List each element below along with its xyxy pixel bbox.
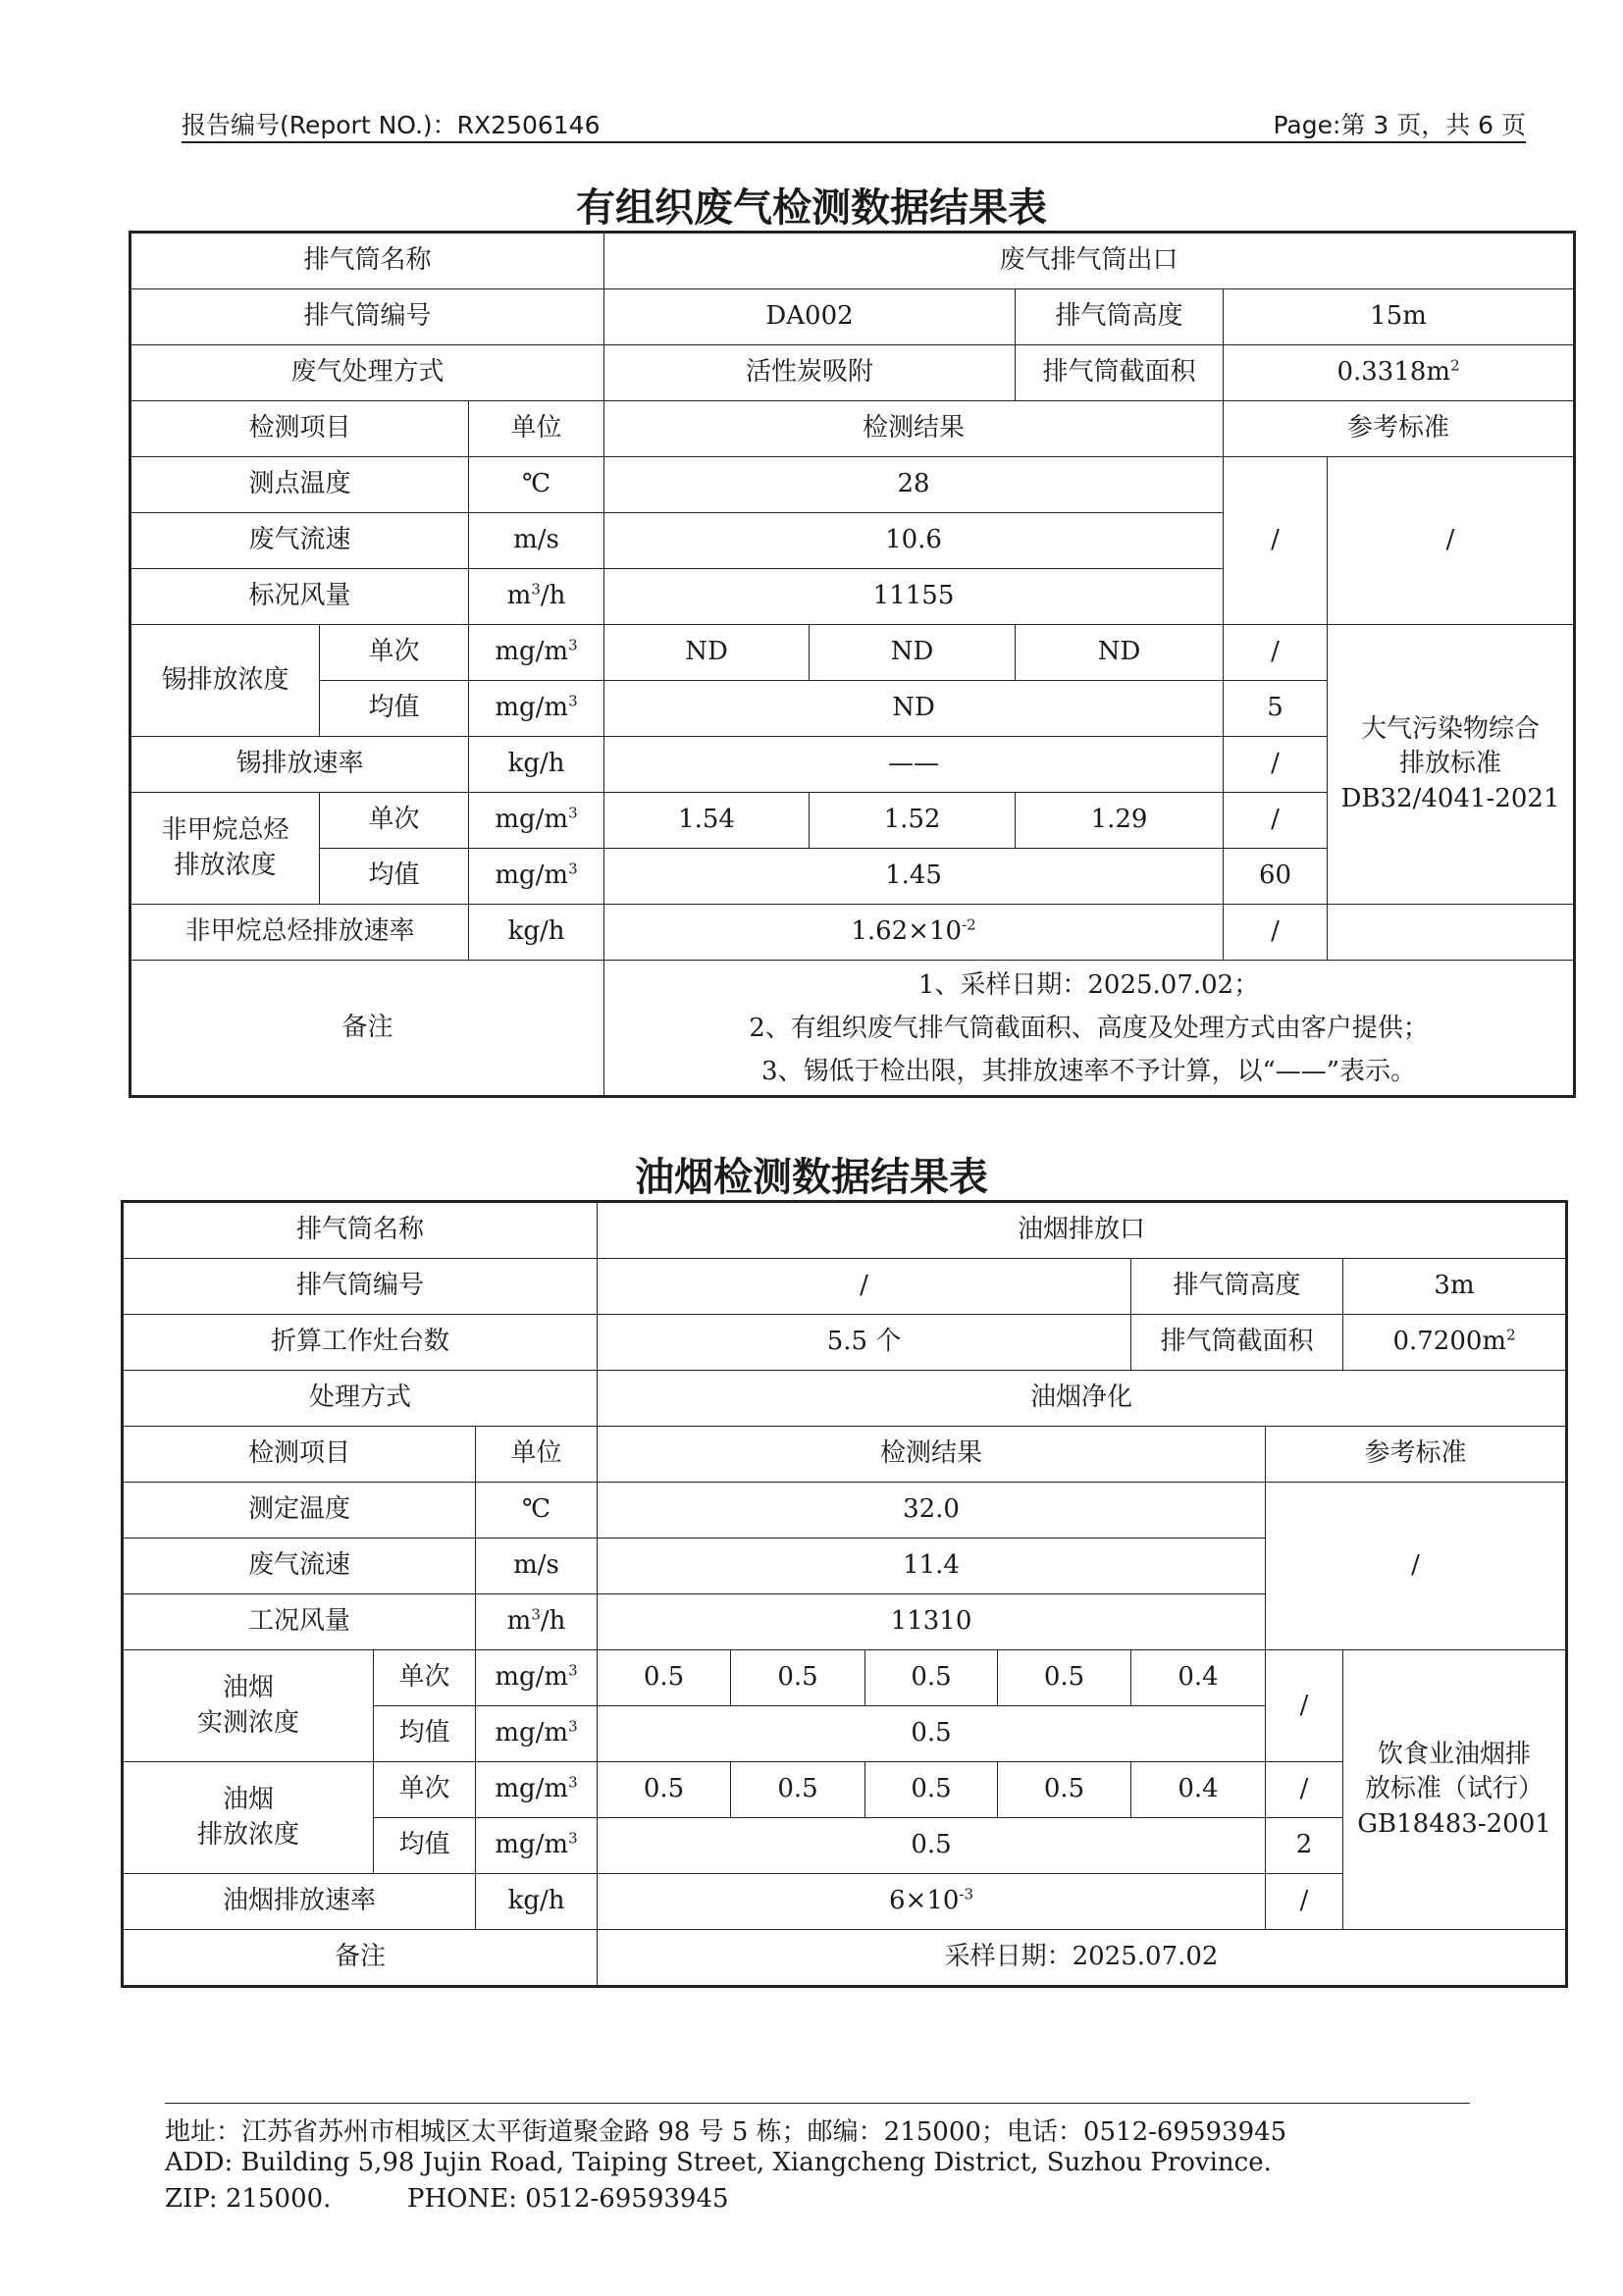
column-header: 单位 (476, 1427, 598, 1483)
subitem-cell: 单次 (320, 625, 469, 681)
limit-cell: 2 (1266, 1818, 1343, 1874)
column-header: 参考标准 (1224, 401, 1574, 457)
item-line: 非甲烷总烃 (161, 815, 289, 846)
limit-cell: / (1224, 737, 1328, 793)
limit-cell: / (1266, 1762, 1343, 1818)
superscript: 3 (568, 1661, 578, 1680)
unit-cell: ℃ (476, 1483, 598, 1539)
unit-cell: kg/h (476, 1874, 598, 1930)
standard-line: 饮食业油烟排 (1378, 1740, 1532, 1770)
result-cell: 0.5 (865, 1762, 998, 1818)
unit-cell (469, 569, 604, 625)
notes-row (131, 961, 1574, 1096)
footer-phone: PHONE: 0512-69593945 (407, 2184, 729, 2214)
superscript: -3 (959, 1885, 974, 1904)
unit-cell: kg/h (469, 737, 604, 793)
item-cell: 非甲烷总烃排放速率 (131, 905, 469, 961)
standard-line: 放标准（试行） (1365, 1774, 1544, 1804)
item-cell (124, 1762, 374, 1874)
header-rule (182, 141, 1526, 143)
result-cell: 1.52 (810, 793, 1016, 849)
result-cell (598, 1874, 1266, 1930)
result-cell: 28 (604, 457, 1224, 513)
value-cell (1224, 345, 1574, 401)
column-header: 检测项目 (131, 401, 469, 457)
result-cell: 32.0 (598, 1483, 1266, 1539)
item-cell: 废气流速 (124, 1539, 476, 1594)
unit-text: m (506, 1606, 532, 1637)
result-cell: 11.4 (598, 1539, 1266, 1594)
unit-cell: m/s (476, 1539, 598, 1594)
unit-text: mg/m (495, 1774, 569, 1804)
label-cell: 排气筒名称 (131, 234, 604, 289)
limit-cell: / (1266, 1874, 1343, 1930)
unit-cell: m/s (469, 513, 604, 569)
value-cell: 3m (1343, 1259, 1566, 1315)
oil-fume-table (123, 1202, 1566, 1986)
limit-cell: 60 (1224, 849, 1328, 905)
standard-line: DB32/4041-2021 (1340, 783, 1560, 813)
subitem-cell: 单次 (374, 1762, 476, 1818)
table-row (124, 1259, 1566, 1315)
notes-cell (604, 961, 1574, 1096)
value-cell: 油烟净化 (598, 1371, 1566, 1427)
column-header: 参考标准 (1266, 1427, 1566, 1483)
footer-address-cn: 地址：江苏省苏州市相城区太平街道聚金路 98 号 5 栋；邮编：215000；电话：0512-69593945 (165, 2117, 1287, 2147)
footer-rule (165, 2103, 1470, 2104)
subitem-cell: 均值 (320, 849, 469, 905)
label-cell: 排气筒截面积 (1016, 345, 1224, 401)
item-cell: 油烟排放速率 (124, 1874, 476, 1930)
note-line: 2、有组织废气排气筒截面积、高度及处理方式由客户提供； (749, 1013, 1429, 1043)
standard-cell (1328, 625, 1574, 905)
value-cell: / (598, 1259, 1131, 1315)
result-cell: ND (604, 681, 1224, 737)
result-cell: 11310 (598, 1594, 1266, 1650)
note-line: 3、锡低于检出限，其排放速率不予计算，以“——”表示。 (760, 1056, 1417, 1086)
subitem-cell: 均值 (374, 1818, 476, 1874)
label-cell: 废气处理方式 (131, 345, 604, 401)
item-cell: 测点温度 (131, 457, 469, 513)
label-cell: 排气筒高度 (1016, 289, 1224, 345)
label-cell: 排气筒编号 (131, 289, 604, 345)
item-cell: 废气流速 (131, 513, 469, 569)
footer-zip: ZIP: 215000. (165, 2184, 332, 2214)
table-row (124, 1483, 1566, 1539)
result-cell: 0.5 (598, 1762, 731, 1818)
result-cell: 0.4 (1131, 1650, 1266, 1706)
result-cell: 0.5 (865, 1650, 998, 1706)
unit-cell: kg/h (469, 905, 604, 961)
result-cell: ND (604, 625, 810, 681)
value-cell: 油烟排放口 (598, 1203, 1566, 1259)
limit-cell: / (1224, 625, 1328, 681)
limit-cell: / (1224, 793, 1328, 849)
result-cell: 0.4 (1131, 1762, 1266, 1818)
result-cell: 0.5 (998, 1762, 1131, 1818)
table-row (124, 1203, 1566, 1259)
result-cell: 1.54 (604, 793, 810, 849)
rate-value: 1.62×10 (851, 916, 963, 947)
result-cell: ND (1016, 625, 1224, 681)
page-number: Page:第 3 页，共 6 页 (1273, 111, 1526, 139)
table-header-row (124, 1427, 1566, 1483)
table-row (131, 345, 1574, 401)
superscript: 3 (568, 804, 578, 822)
superscript: 3 (568, 1773, 578, 1792)
table-row (131, 905, 1574, 961)
result-cell: 0.5 (598, 1818, 1266, 1874)
standard-line: GB18483-2001 (1357, 1808, 1551, 1839)
label-cell: 处理方式 (124, 1371, 598, 1427)
notes-cell: 采样日期：2025.07.02 (598, 1930, 1566, 1986)
unit-cell: ℃ (469, 457, 604, 513)
area-value: 0.3318m (1336, 357, 1451, 388)
limit-cell: / (1224, 457, 1328, 625)
standard-cell (1343, 1650, 1566, 1930)
superscript: 3 (568, 1829, 578, 1848)
limit-cell: 5 (1224, 681, 1328, 737)
superscript: 3 (531, 580, 541, 599)
unit-text: mg/m (495, 1830, 569, 1860)
result-cell: 0.5 (731, 1650, 865, 1706)
subitem-cell: 均值 (320, 681, 469, 737)
table-row (124, 1315, 1566, 1371)
result-cell: 11155 (604, 569, 1224, 625)
result-cell: 10.6 (604, 513, 1224, 569)
result-cell: —— (604, 737, 1224, 793)
unit-text: mg/m (495, 805, 569, 835)
unit-text: mg/m (495, 693, 569, 723)
standard-line: 大气污染物综合 (1361, 714, 1541, 745)
standard-cell: / (1328, 457, 1574, 625)
organized-exhaust-table (131, 233, 1574, 1096)
table-row (124, 1371, 1566, 1427)
standard-line: 排放标准 (1399, 749, 1502, 779)
unit-cell (469, 793, 604, 849)
result-cell: 0.5 (998, 1650, 1131, 1706)
column-header: 检测结果 (604, 401, 1224, 457)
unit-text: mg/m (495, 861, 569, 891)
page-header (182, 106, 1526, 141)
item-line: 实测浓度 (196, 1707, 299, 1738)
value-cell (1343, 1315, 1566, 1371)
footer-address-en: ADD: Building 5,98 Jujin Road, Taiping Street, Xiangcheng District, Suzhou Province. (165, 2148, 1272, 2177)
note-line: 1、采样日期：2025.07.02； (917, 969, 1260, 1000)
superscript: 2 (1450, 356, 1460, 375)
report-number: 报告编号(Report NO.)：RX2506146 (182, 111, 601, 139)
superscript: 3 (568, 636, 578, 654)
table-row (131, 457, 1574, 513)
result-cell: 1.29 (1016, 793, 1224, 849)
table-row (131, 625, 1574, 681)
superscript: -2 (962, 915, 976, 934)
column-header: 单位 (469, 401, 604, 457)
table-row (131, 234, 1574, 289)
value-cell: 废气排气筒出口 (604, 234, 1574, 289)
label-cell: 排气筒名称 (124, 1203, 598, 1259)
standard-cell: / (1266, 1483, 1566, 1650)
column-header: 检测项目 (124, 1427, 476, 1483)
value-cell: 15m (1224, 289, 1574, 345)
subitem-cell: 单次 (374, 1650, 476, 1706)
result-cell: 0.5 (598, 1706, 1266, 1762)
item-cell: 测定温度 (124, 1483, 476, 1539)
unit-cell (476, 1706, 598, 1762)
value-cell: 活性炭吸附 (604, 345, 1016, 401)
notes-label: 备注 (124, 1930, 598, 1986)
value-cell: DA002 (604, 289, 1016, 345)
item-cell (131, 793, 320, 905)
superscript: 3 (531, 1605, 541, 1624)
label-cell: 折算工作灶台数 (124, 1315, 598, 1371)
result-cell: 0.5 (598, 1650, 731, 1706)
item-line: 排放浓度 (174, 850, 277, 880)
item-cell (124, 1650, 374, 1762)
limit-cell: / (1266, 1650, 1343, 1762)
unit-cell (476, 1650, 598, 1706)
area-value: 0.7200m (1392, 1327, 1507, 1357)
unit-cell (476, 1818, 598, 1874)
unit-text: mg/m (495, 1662, 569, 1693)
table-row (131, 289, 1574, 345)
table-row (124, 1650, 1566, 1706)
notes-row (124, 1930, 1566, 1986)
unit-text: /h (540, 1606, 566, 1637)
table2-title: 油烟检测数据结果表 (635, 1155, 988, 1200)
value-cell: 5.5 个 (598, 1315, 1131, 1371)
unit-text: m (506, 581, 532, 611)
subitem-cell: 单次 (320, 793, 469, 849)
rate-value: 6×10 (889, 1886, 960, 1916)
label-cell: 排气筒编号 (124, 1259, 598, 1315)
table-header-row (131, 401, 1574, 457)
unit-cell (469, 625, 604, 681)
superscript: 2 (1506, 1326, 1516, 1344)
item-line: 油烟 (222, 1673, 274, 1703)
limit-cell: / (1224, 905, 1328, 961)
item-cell: 锡排放浓度 (131, 625, 320, 737)
unit-cell (476, 1762, 598, 1818)
item-cell: 标况风量 (131, 569, 469, 625)
superscript: 3 (568, 860, 578, 878)
unit-text: /h (540, 581, 566, 611)
unit-text: mg/m (495, 637, 569, 667)
column-header: 检测结果 (598, 1427, 1266, 1483)
unit-cell (469, 849, 604, 905)
notes-label: 备注 (131, 961, 604, 1096)
result-cell: 1.45 (604, 849, 1224, 905)
subitem-cell: 均值 (374, 1706, 476, 1762)
table1-title: 有组织废气检测数据结果表 (576, 185, 1047, 231)
label-cell: 排气筒高度 (1131, 1259, 1343, 1315)
superscript: 3 (568, 1717, 578, 1736)
result-cell: ND (810, 625, 1016, 681)
unit-cell (469, 681, 604, 737)
item-cell: 工况风量 (124, 1594, 476, 1650)
unit-text: mg/m (495, 1718, 569, 1748)
superscript: 3 (568, 692, 578, 710)
result-cell (604, 905, 1224, 961)
item-line: 油烟 (222, 1785, 274, 1815)
item-cell: 锡排放速率 (131, 737, 469, 793)
unit-cell (476, 1594, 598, 1650)
item-line: 排放浓度 (196, 1819, 299, 1850)
result-cell: 0.5 (731, 1762, 865, 1818)
label-cell: 排气筒截面积 (1131, 1315, 1343, 1371)
